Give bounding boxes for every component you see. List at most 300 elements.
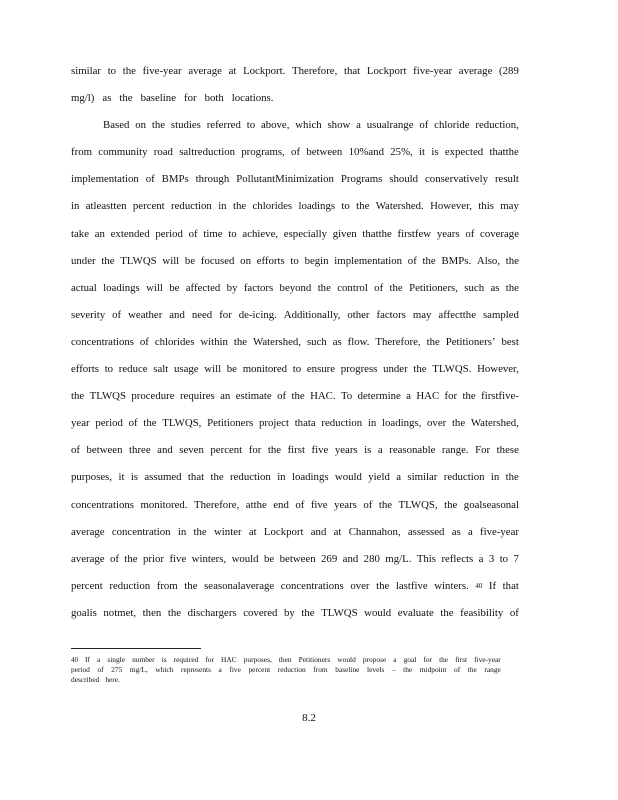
word: reduction <box>230 471 271 484</box>
word: baseline <box>335 665 360 675</box>
word: locations. <box>231 92 274 105</box>
word: will <box>162 254 180 267</box>
word: the <box>151 119 166 132</box>
word: other <box>347 308 370 321</box>
word: sampled <box>482 308 519 321</box>
word: five <box>169 552 187 565</box>
word: a <box>356 119 361 132</box>
word: the <box>210 471 224 484</box>
word: monitored <box>242 363 288 376</box>
word: propose <box>362 655 387 664</box>
word: may <box>412 308 432 321</box>
word: average <box>458 65 493 77</box>
word: time <box>203 227 223 240</box>
word: through <box>195 173 230 186</box>
word: evaluate <box>397 606 434 619</box>
word: the <box>403 665 413 675</box>
word: – <box>391 665 396 675</box>
word: to <box>292 363 302 376</box>
word: winters. <box>434 579 469 592</box>
word: implementation <box>71 173 139 186</box>
word: the <box>467 665 477 675</box>
word: coverage <box>480 227 519 240</box>
word: number <box>132 655 155 664</box>
word: 10%and <box>348 146 384 159</box>
word: it <box>118 471 125 484</box>
word: extended <box>110 227 150 240</box>
body-line <box>71 492 519 519</box>
word: However, <box>430 200 472 213</box>
word: for <box>444 390 458 403</box>
footnote-marker: 40 <box>71 656 78 664</box>
word: here. <box>105 675 120 685</box>
word: the <box>376 579 390 592</box>
word: is <box>431 146 439 159</box>
word: studies <box>170 119 201 132</box>
word: of <box>295 498 305 511</box>
word: in <box>367 417 377 430</box>
word: under <box>383 363 408 376</box>
word: single <box>107 655 126 664</box>
word: concentrations <box>71 498 134 511</box>
word: HAC <box>221 655 237 664</box>
word: begin <box>304 254 329 267</box>
word: goalis <box>71 606 97 619</box>
word: programs, <box>241 146 285 159</box>
word: ensure <box>306 363 336 376</box>
word: conservatively <box>425 173 488 186</box>
word: above, <box>260 119 290 132</box>
word: efforts <box>256 254 285 267</box>
body-line <box>71 573 519 600</box>
footnote <box>71 655 501 686</box>
word: (289 <box>499 65 519 77</box>
footnote-line <box>71 675 501 685</box>
word: reduction <box>109 579 151 592</box>
body-line <box>71 221 519 248</box>
word: a <box>467 525 473 538</box>
word: loadings <box>298 200 336 213</box>
word: that <box>343 65 361 77</box>
word: by <box>284 606 295 619</box>
word: will <box>204 363 222 376</box>
word: on <box>135 119 147 132</box>
word: for <box>205 655 214 664</box>
word: to <box>104 363 114 376</box>
word: assessed <box>407 525 445 538</box>
word: average <box>188 65 222 77</box>
word: achieve, <box>242 227 279 240</box>
word: the <box>233 335 248 348</box>
word: will <box>146 281 163 294</box>
word: a <box>97 655 101 664</box>
word: assumed <box>144 471 182 484</box>
body-line <box>71 464 519 491</box>
word: the <box>317 281 331 294</box>
word: thatthe <box>489 146 519 159</box>
word: an <box>220 390 231 403</box>
word: loadings, <box>382 417 422 430</box>
word: then <box>142 606 162 619</box>
word: period <box>95 417 123 430</box>
word: represents <box>180 665 211 675</box>
word: the <box>291 390 305 403</box>
word: over <box>427 417 447 430</box>
word: affectthe <box>438 308 476 321</box>
word: be <box>264 552 275 565</box>
word: referred <box>206 119 241 132</box>
word: thatthe <box>362 227 392 240</box>
word: of <box>374 281 384 294</box>
word: it <box>419 146 426 159</box>
body-line <box>71 248 519 275</box>
word: from <box>313 665 328 675</box>
page-number: 8.2 <box>302 712 316 724</box>
word: be <box>184 254 196 267</box>
word: of <box>509 606 519 619</box>
word: would <box>337 655 356 664</box>
word: to <box>228 227 237 240</box>
word: would <box>364 606 392 619</box>
word: the <box>389 281 403 294</box>
word: for <box>248 444 262 457</box>
word: five <box>229 665 241 675</box>
word: chlorides <box>252 200 293 213</box>
word: in <box>177 525 187 538</box>
word: reasonable <box>389 444 436 457</box>
word: 275 <box>111 665 123 675</box>
word: range <box>484 665 501 675</box>
word: for <box>183 92 197 105</box>
word: winters, <box>191 552 227 565</box>
word: first <box>287 444 305 457</box>
word: and <box>342 552 359 565</box>
word: firstfive- <box>481 390 519 403</box>
word: efforts <box>71 363 99 376</box>
word: Watershed. <box>375 200 424 213</box>
word: of <box>465 227 475 240</box>
word: period <box>71 665 90 675</box>
word: 280 <box>363 552 380 565</box>
word: a <box>393 655 397 664</box>
word: the <box>124 552 138 565</box>
body-line <box>71 600 519 627</box>
word: Petitioners <box>207 417 254 430</box>
word: especially <box>283 227 327 240</box>
word: Therefore, <box>292 65 338 77</box>
word: by <box>226 281 238 294</box>
word: on <box>240 254 251 267</box>
word: under <box>71 254 96 267</box>
word: reduction <box>321 417 363 430</box>
body-line <box>71 437 519 464</box>
word: given <box>332 227 357 240</box>
word: factors <box>376 308 406 321</box>
word: over <box>350 579 370 592</box>
word: the <box>462 390 476 403</box>
word: chloride <box>434 119 470 132</box>
word: goalseasonal <box>463 498 519 511</box>
word: of <box>97 665 104 675</box>
word: would <box>231 552 259 565</box>
word: BMPs <box>161 173 189 186</box>
word: both <box>204 92 224 105</box>
word: and <box>310 525 327 538</box>
word: requires <box>179 390 215 403</box>
word: feasibility <box>460 606 504 619</box>
word: five <box>311 444 329 457</box>
word: between <box>279 552 316 565</box>
word: road <box>153 146 173 159</box>
word: the <box>505 471 519 484</box>
word: the <box>440 606 454 619</box>
word: concentration <box>111 525 171 538</box>
word: between <box>86 444 123 457</box>
word: the <box>505 281 519 294</box>
word: of <box>277 390 287 403</box>
word: de-icing. <box>238 308 277 321</box>
word: loadings <box>103 281 140 294</box>
word: Therefore, <box>375 335 421 348</box>
word: a <box>218 665 222 675</box>
word: years <box>334 444 358 457</box>
word: weather <box>128 308 163 321</box>
body-line <box>71 519 519 546</box>
word: first <box>455 655 468 664</box>
word: may <box>500 200 519 213</box>
word: the <box>71 390 85 403</box>
body-line <box>71 275 519 302</box>
word: community <box>98 146 148 159</box>
word: Petitioners <box>298 655 331 664</box>
word: years <box>334 498 357 511</box>
word: similar <box>71 65 101 77</box>
word: lastfive <box>395 579 428 592</box>
word: seasonalaverage <box>204 579 275 592</box>
word: that <box>187 471 205 484</box>
word: Programs <box>340 173 383 186</box>
word: saltreduction <box>179 146 235 159</box>
word: for <box>423 655 433 664</box>
word: this <box>478 200 494 213</box>
word: three <box>129 444 151 457</box>
word: as <box>451 525 461 538</box>
word: actual <box>71 281 97 294</box>
word: of <box>139 335 149 348</box>
word: take <box>71 227 89 240</box>
word: to <box>341 200 350 213</box>
word: Additionally, <box>283 308 341 321</box>
word: 7 <box>513 552 519 565</box>
word: that <box>502 579 519 592</box>
word: Watershed, <box>470 417 519 430</box>
word: should <box>389 173 419 186</box>
word: PollutantMinimization <box>236 173 334 186</box>
word: as <box>332 335 342 348</box>
word: If <box>488 579 497 592</box>
word: affected <box>185 281 221 294</box>
word: reduce <box>118 363 148 376</box>
word: severity <box>71 308 106 321</box>
word: result <box>494 173 519 186</box>
word: which <box>295 119 322 132</box>
word: the <box>505 254 519 267</box>
word: percent <box>210 444 243 457</box>
word: salt <box>153 363 169 376</box>
word: at <box>228 65 237 77</box>
word: would <box>334 471 362 484</box>
word: to <box>246 119 256 132</box>
word: be <box>226 363 237 376</box>
word: of <box>71 444 80 457</box>
word: best <box>501 335 519 348</box>
word: the <box>439 655 449 664</box>
word: However, <box>477 363 519 376</box>
word: then <box>278 655 292 664</box>
word: Channahon, <box>348 525 401 538</box>
word: at <box>333 525 342 538</box>
word: HAC <box>416 390 440 403</box>
word: period <box>155 227 183 240</box>
word: procedure <box>131 390 175 403</box>
word: the <box>232 200 247 213</box>
word: dischargers <box>187 606 237 619</box>
word: Watershed, <box>253 335 302 348</box>
word: and <box>157 444 173 457</box>
footnote-separator <box>71 648 201 649</box>
word: such <box>464 281 485 294</box>
word: focused <box>200 254 235 267</box>
word: Lockport <box>366 65 407 77</box>
word: determine <box>357 390 401 403</box>
word: a <box>478 552 484 565</box>
word: Petitioners, <box>409 281 458 294</box>
body-line <box>71 58 519 85</box>
word: purposes, <box>71 471 113 484</box>
word: yield <box>368 471 390 484</box>
word: concentrations <box>71 335 134 348</box>
word: as <box>102 92 112 105</box>
word: reduction <box>277 665 306 675</box>
word: to <box>107 65 117 77</box>
body-line <box>71 356 519 383</box>
word: TLWQS. <box>432 363 472 376</box>
word: in <box>71 200 80 213</box>
word: of <box>109 552 119 565</box>
word: goal <box>403 655 417 664</box>
word: flow. <box>347 335 370 348</box>
word: for <box>219 308 232 321</box>
word: Therefore, <box>194 498 240 511</box>
word: of <box>112 308 122 321</box>
body-line <box>71 193 519 220</box>
word: the <box>119 92 133 105</box>
word: and <box>169 308 185 321</box>
word: five <box>310 498 328 511</box>
word: of <box>291 146 301 159</box>
word: usage <box>173 363 199 376</box>
word: the <box>193 525 207 538</box>
word: average <box>71 525 105 538</box>
word: purposes, <box>243 655 272 664</box>
word: range. <box>441 444 469 457</box>
word: of <box>454 665 461 675</box>
word: monitored. <box>140 498 188 511</box>
word: control <box>337 281 368 294</box>
word: thata <box>294 417 316 430</box>
body-line <box>71 112 519 139</box>
word: chlorides <box>154 335 195 348</box>
word: the <box>167 606 182 619</box>
word: such <box>306 335 327 348</box>
word: TLWQS <box>120 254 157 267</box>
word: a <box>377 444 383 457</box>
body-line <box>71 383 519 410</box>
word: as <box>490 281 500 294</box>
word: Based <box>103 119 130 132</box>
word: the <box>267 444 282 457</box>
word: the <box>356 200 370 213</box>
word: average <box>71 552 105 565</box>
word: winter <box>214 525 242 538</box>
word: covered <box>243 606 278 619</box>
word: BMPs. <box>441 254 472 267</box>
word: HAC. <box>310 390 336 403</box>
word: usualrange <box>366 119 414 132</box>
word: be <box>169 281 180 294</box>
word: prior <box>143 552 165 565</box>
word: 3 <box>488 552 495 565</box>
word: between <box>306 146 343 159</box>
word: 269 <box>321 552 338 565</box>
word: estimate <box>235 390 272 403</box>
word: mg/l) <box>71 92 95 105</box>
word: need <box>191 308 213 321</box>
word: the <box>413 363 427 376</box>
word: required <box>173 655 199 664</box>
word: Lockport <box>263 525 304 538</box>
word: of <box>407 254 417 267</box>
word: TLWQS <box>89 390 126 403</box>
word: these <box>496 444 519 457</box>
word: an <box>94 227 105 240</box>
word: reduction <box>171 200 212 213</box>
word: of <box>145 173 155 186</box>
word: This <box>416 552 437 565</box>
word: show <box>327 119 351 132</box>
word: five-year <box>480 525 519 538</box>
word: project <box>258 417 289 430</box>
word: percent <box>132 200 165 213</box>
word: baseline <box>140 92 176 105</box>
word: beyond <box>279 281 312 294</box>
word: years <box>436 227 460 240</box>
word: mg/L, <box>129 665 148 675</box>
word: TLWQS, <box>162 417 202 430</box>
body-text <box>71 58 519 627</box>
word: Also, <box>476 254 501 267</box>
word: atthe <box>245 498 267 511</box>
word: from <box>71 146 92 159</box>
word: reduction, <box>475 119 519 132</box>
word: of <box>419 119 429 132</box>
word: five-year <box>413 65 453 77</box>
word: within <box>200 335 228 348</box>
word: notmet, <box>103 606 137 619</box>
word: similar <box>407 471 438 484</box>
word: of <box>128 417 138 430</box>
word: To <box>340 390 353 403</box>
